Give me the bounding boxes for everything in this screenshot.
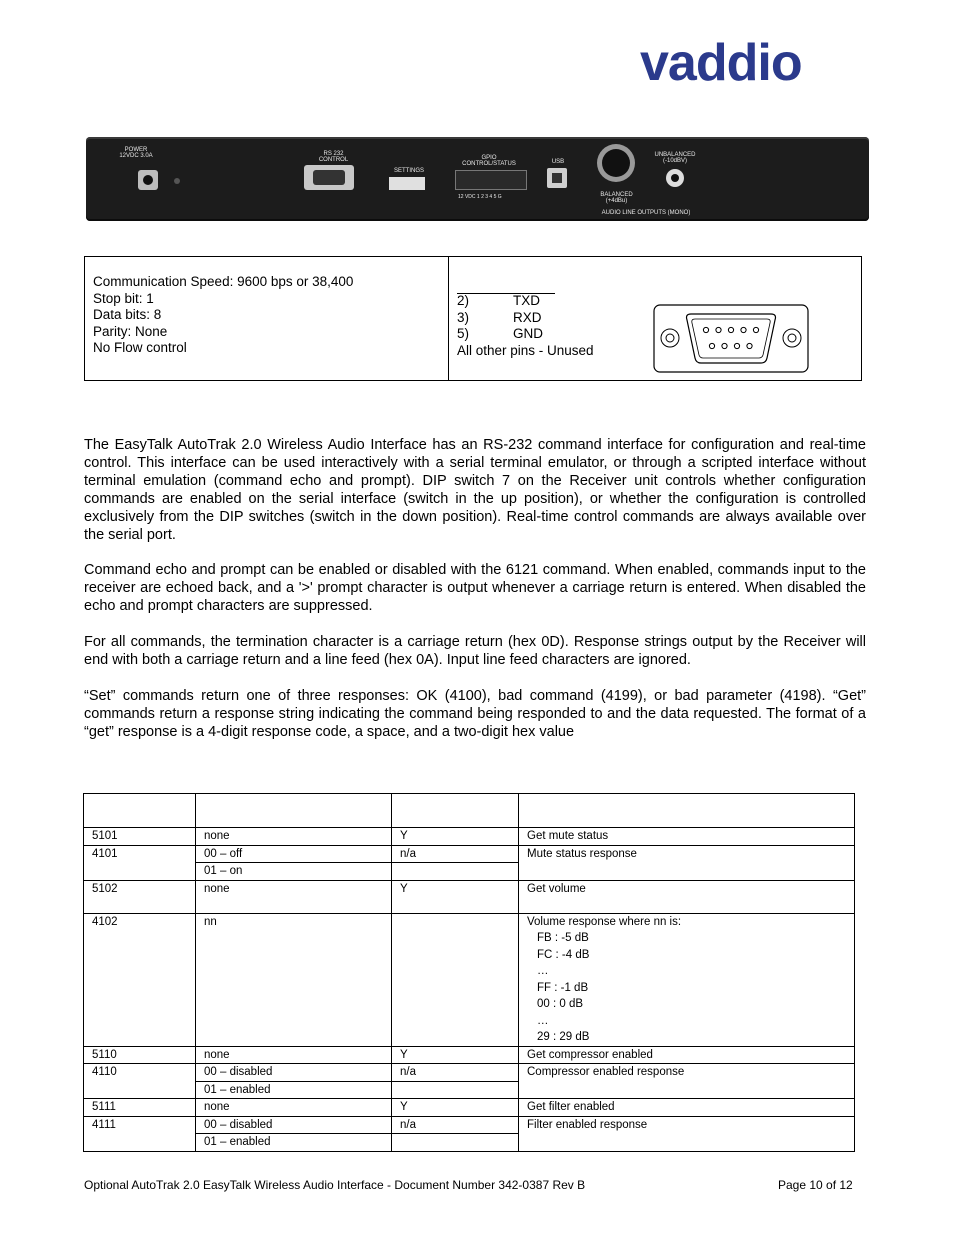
serial-setting: Communication Speed: 9600 bps or 38,400: [93, 274, 354, 289]
table-row: [84, 1116, 855, 1134]
volume-value: …: [537, 1014, 549, 1027]
command-code: 5110: [84, 1046, 196, 1064]
logo-text: vaddio: [640, 40, 802, 90]
command-flag: Y: [392, 880, 519, 913]
command-code: 4110: [84, 1064, 196, 1099]
footer-page-number: Page 10 of 12: [778, 1178, 853, 1192]
gpio-pins-label: 12 VDC 1 2 3 4 5 G: [458, 194, 502, 200]
volume-value: FB : -5 dB: [537, 932, 589, 944]
command-flag-empty: [392, 1134, 519, 1152]
other-pins: All other pins - Unused: [457, 342, 594, 358]
command-desc: Filter enabled response: [519, 1116, 855, 1151]
command-flag: n/a: [392, 845, 519, 863]
command-code: 5102: [84, 880, 196, 913]
command-desc: Get mute status: [519, 828, 855, 846]
settings-label: SETTINGS: [393, 168, 424, 174]
command-flag: n/a: [392, 1064, 519, 1082]
footer-document-title: Optional AutoTrak 2.0 EasyTalk Wireless Audio Interface - Document Number 342-0387 Rev B: [84, 1178, 586, 1192]
serial-box-divider: [448, 257, 449, 380]
volume-desc: Volume response where nn is:: [527, 915, 682, 928]
command-code: 4101: [84, 845, 196, 880]
table-row: [84, 913, 855, 1046]
unbalanced-label: UNBALANCED (-10dBV): [654, 152, 696, 164]
table-row: [84, 1046, 855, 1064]
command-table: [83, 793, 855, 1152]
command-flag: Y: [392, 1046, 519, 1064]
rs232-label: RS 232 CONTROL: [318, 151, 349, 163]
serial-setting: Data bits: 8: [93, 307, 162, 322]
command-flag: [392, 913, 519, 1046]
serial-setting: Stop bit: 1: [93, 290, 154, 306]
table-row: [84, 845, 855, 863]
db9-port-icon: [304, 165, 354, 190]
gpio-label: GPIO CONTROL/STATUS: [462, 155, 516, 167]
command-desc: Get filter enabled: [519, 1099, 855, 1117]
command-desc: [519, 913, 855, 1046]
rear-panel-photo: [86, 137, 869, 221]
rca-jack-icon: [666, 169, 684, 187]
paragraph: The EasyTalk AutoTrak 2.0 Wireless Audio Interface has an RS-232 command interface for configuration and real-time control. This interface can be used interactively with a serial terminal emulator, or through a scripted interface without terminal emulation (command echo and prompt). DIP switch 7 on the Receiver unit controls whether configuration commands are enabled on the serial interface (switch in the up position), or whether the configuration is controlled exclusively from the DIP switches (switch in the down position). Real-time control commands are always available over the serial port.: [84, 437, 866, 543]
command-desc: Get volume: [519, 880, 855, 913]
command-flag: Y: [392, 1099, 519, 1117]
dip-switch-icon: [389, 177, 425, 190]
serial-settings-list: [93, 274, 353, 357]
power-label: POWER 12VDC 3.0A: [119, 147, 153, 159]
header-cell: [519, 794, 855, 828]
command-code: 5101: [84, 828, 196, 846]
command-param: 01 – enabled: [196, 1134, 392, 1152]
table-row: [84, 1064, 855, 1082]
xlr-connector-icon: [597, 144, 635, 182]
command-param: none: [196, 828, 392, 846]
pin-row: 2) TXD: [457, 293, 540, 308]
pin-row: 3) RXD: [457, 309, 542, 325]
serial-setting: No Flow control: [93, 340, 187, 355]
command-code: 4102: [84, 913, 196, 1046]
audio-outputs-label: AUDIO LINE OUTPUTS (MONO): [601, 210, 691, 216]
command-desc: Mute status response: [519, 845, 855, 880]
db9-connector-icon: [653, 304, 809, 374]
table-row: [84, 828, 855, 846]
command-code: 4111: [84, 1116, 196, 1151]
power-jack-icon: [138, 170, 158, 190]
balanced-label: BALANCED (+4dBu): [600, 192, 633, 204]
table-row: [84, 880, 855, 913]
command-param: none: [196, 1099, 392, 1117]
volume-values: [527, 930, 846, 1046]
header-cell: [84, 794, 196, 828]
usb-port-icon: [547, 168, 567, 188]
command-param: 00 – off: [196, 845, 392, 863]
paragraph: Command echo and prompt can be enabled or disabled with the 6121 command. When enabled, commands input to the receiver are echoed back, and a '>' prompt character is output whenever a carriage return is entered. When disabled the echo and prompt characters are suppressed.: [84, 562, 866, 614]
command-flag: Y: [392, 828, 519, 846]
command-code: 5111: [84, 1099, 196, 1117]
command-desc: Get compressor enabled: [519, 1046, 855, 1064]
command-flag-empty: [392, 863, 519, 881]
command-param: 00 – disabled: [196, 1064, 392, 1082]
paragraph: For all commands, the termination character is a carriage return (hex 0D). Response strings output by the Receiver will end with both a carriage return and a line feed (hex 0A). Input line feed characters are ignored.: [84, 634, 866, 668]
command-param: none: [196, 1046, 392, 1064]
command-param: nn: [196, 913, 392, 1046]
table-row: [84, 1099, 855, 1117]
command-flag-empty: [392, 1081, 519, 1099]
serial-setting: Parity: None: [93, 323, 168, 339]
header-cell: [196, 794, 392, 828]
volume-value: FF : -1 dB: [537, 981, 589, 994]
power-led-icon: [174, 178, 180, 184]
volume-value: 29 : 29 dB: [537, 1031, 590, 1043]
serial-settings-box: [84, 256, 862, 381]
gpio-terminal-icon: [455, 170, 527, 190]
vaddio-logo: [640, 40, 890, 90]
volume-value: …: [537, 965, 549, 977]
command-param: none: [196, 880, 392, 913]
command-flag: n/a: [392, 1116, 519, 1134]
pinout-list: [457, 293, 594, 359]
command-desc: Compressor enabled response: [519, 1064, 855, 1099]
command-param: 00 – disabled: [196, 1116, 392, 1134]
table-header-row: [84, 794, 855, 828]
command-param: 01 – enabled: [196, 1081, 392, 1099]
usb-label: USB: [551, 159, 565, 165]
command-param: 01 – on: [196, 863, 392, 881]
volume-value: FC : -4 dB: [537, 948, 590, 961]
header-cell: [392, 794, 519, 828]
volume-value: 00 : 0 dB: [537, 998, 584, 1010]
paragraph: “Set” commands return one of three responses: OK (4100), bad command (4199), or bad parameter (4198). “Get” commands return a response string indicating the command being responded to and the data requested. The format of a “get” response is a 4-digit response code, a space, and a two-digit hex value: [84, 688, 866, 740]
pin-row: 5) GND: [457, 326, 543, 341]
